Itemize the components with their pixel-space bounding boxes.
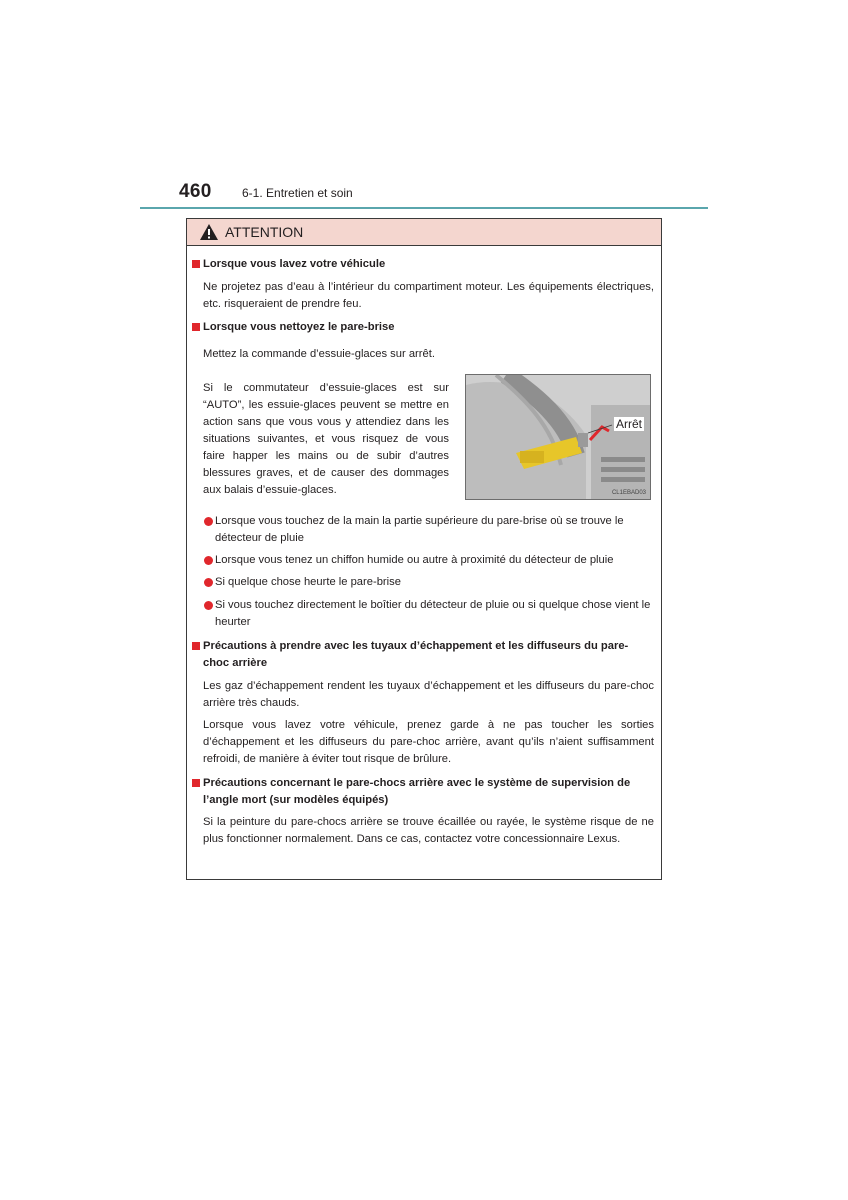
paragraph-exhaust-hot: Les gaz d’échappement rendent les tuyaux d’échappement et les diffuseurs du pare-choc arrière très chauds. <box>203 680 654 709</box>
bullet-item: Lorsque vous tenez un chiffon humide ou autre à proximité du détecteur de pluie <box>203 552 671 569</box>
paragraph-bumper: Si la peinture du pare-chocs arrière se trouve écaillée ou rayée, le système risque de ne plus fonctionner normalement. Dans ce cas, contactez votre concessionnaire Lexus. <box>203 816 654 845</box>
section-heading-bumper: Précautions concernant le pare-chocs arrière avec le système de supervision de l’angle mort (sur modèles équipés) <box>190 775 647 809</box>
bullet-item: Si quelque chose heurte le pare-brise <box>203 574 671 591</box>
red-bullet-icon <box>204 601 213 610</box>
figure-code: CL1EBAD03 <box>611 490 646 496</box>
paragraph-washing: Ne projetez pas d’eau à l’intérieur du compartiment moteur. Les équipements électriques, etc. risqueraient de prendre feu. <box>203 281 654 310</box>
red-bullet-icon <box>204 556 213 565</box>
paragraph-exhaust-washing: Lorsque vous lavez votre véhicule, prenez garde à ne pas toucher les sorties d’échappement et les diffuseurs du pare-choc arrière, avant qu’ils n’aient suffisamment refroidi, de manière à éviter tout risque de brûlure. <box>203 719 654 765</box>
paragraph-wiper-auto: Si le commutateur d’essuie-glaces est sur “AUTO”, les essuie-glaces peuvent se mettre en action sans que vous vous y attendiez dans les situations suivantes, et vous risquez de vous faire happer les mains ou de subir d’autres blessures graves, et de causer des dommages aux balais d’essuie-glaces. <box>203 382 449 496</box>
red-square-icon <box>192 323 200 331</box>
red-bullet-icon <box>204 517 213 526</box>
attention-title: ATTENTION <box>225 224 304 240</box>
steering-column-drawing <box>466 375 650 499</box>
red-bullet-icon <box>204 578 213 587</box>
bullet-item: Lorsque vous touchez de la main la partie supérieure du pare-brise où se trouve le détecteur de pluie <box>203 513 671 547</box>
attention-box <box>186 218 662 880</box>
wiper-lever-illustration <box>465 374 651 500</box>
section-title: 6-1. Entretien et soin <box>242 186 353 200</box>
paragraph-wiper-off: Mettez la commande d’essuie-glaces sur arrêt. <box>203 348 435 360</box>
section-heading-exhaust: Précautions à prendre avec les tuyaux d’échappement et les diffuseurs du pare-choc arrière <box>190 638 643 672</box>
red-square-icon <box>192 779 200 787</box>
section-heading-windshield: Lorsque vous nettoyez le pare-brise <box>190 319 394 336</box>
red-square-icon <box>192 642 200 650</box>
header-divider <box>140 207 708 209</box>
section-heading-washing: Lorsque vous lavez votre véhicule <box>190 256 385 273</box>
attention-header <box>187 219 661 246</box>
page-number: 460 <box>179 181 212 202</box>
red-square-icon <box>192 260 200 268</box>
figure-label-arret: Arrêt <box>616 417 643 431</box>
warning-icon <box>199 223 219 241</box>
bullet-item: Si vous touchez directement le boîtier du détecteur de pluie ou si quelque chose vient le heurter <box>203 597 671 631</box>
